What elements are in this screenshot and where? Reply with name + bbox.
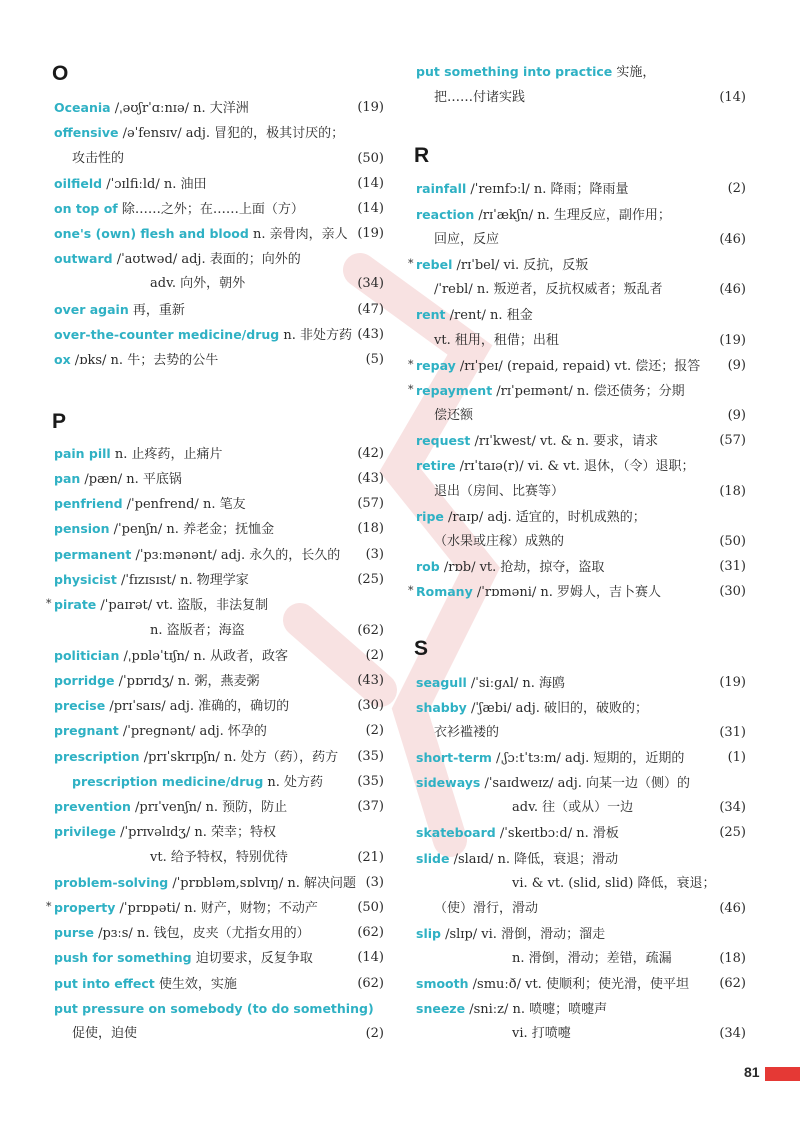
entry-page-ref: (46) xyxy=(719,282,746,297)
entry-definition: 退出（房间、比赛等） xyxy=(434,484,565,499)
entry-page-ref: (62) xyxy=(719,976,746,991)
entry-headword: rainfall xyxy=(416,181,467,196)
entry-headword: outward xyxy=(54,251,113,266)
entry-headword: prescription medicine/drug xyxy=(72,774,264,789)
entry-page-ref: (19) xyxy=(357,100,384,115)
entry-page-ref: (47) xyxy=(357,302,384,317)
index-entry-continuation xyxy=(416,87,746,109)
entry-page-ref: (62) xyxy=(357,925,384,940)
entry-definition: /pæn/ n. 平底锅 xyxy=(80,472,182,487)
entry-definition: /rent/ n. 租金 xyxy=(445,308,533,323)
entry-headword: pregnant xyxy=(54,723,119,738)
index-entry-continuation xyxy=(416,1023,746,1045)
entry-definition: /pɜːs/ n. 钱包，皮夹（尤指女用的） xyxy=(93,926,310,941)
entry-page-ref: (21) xyxy=(357,850,384,865)
section-letter-p: P xyxy=(52,410,67,433)
index-entry xyxy=(54,173,384,195)
entry-page-ref: (14) xyxy=(719,90,746,105)
entry-definition: /raɪp/ adj. 适宜的，时机成熟的； xyxy=(443,510,646,525)
entry-definition: /slɪp/ vi. 滑倒，滑动；溜走 xyxy=(440,927,606,942)
entry-definition: /rɪˈpeɪ/ (repaid, repaid) vt. 偿还；报答 xyxy=(455,359,701,374)
entry-page-ref: (19) xyxy=(357,226,384,241)
entry-headword: sneeze xyxy=(416,1001,466,1016)
index-entry xyxy=(416,697,746,719)
index-entry-continuation xyxy=(54,620,384,642)
index-entry xyxy=(416,973,746,995)
entry-definition: /rɒb/ vt. 抢劫，掠夺，盗取 xyxy=(439,560,605,575)
entry-headword: pan xyxy=(54,471,81,486)
index-entry-continuation xyxy=(416,873,746,895)
entry-definition: n. 盗版者；海盗 xyxy=(150,623,245,638)
index-entry xyxy=(54,97,384,119)
index-entry xyxy=(54,695,384,717)
entry-definition: （使）滑行，滑动 xyxy=(434,901,539,916)
entry-definition: /ˈprɒpəti/ n. 财产，财物；不动产 xyxy=(115,901,318,916)
entry-definition: 再，重新 xyxy=(128,303,185,318)
entry-definition: 除……之外；在……上面（方） xyxy=(117,202,304,217)
index-entry-continuation xyxy=(416,948,746,970)
index-entry-continuation xyxy=(416,722,746,744)
index-entry xyxy=(54,468,384,490)
index-entry xyxy=(416,556,746,578)
page-number-accent-bar xyxy=(765,1067,800,1081)
new-word-marker-icon: * xyxy=(408,584,414,597)
entry-page-ref: (50) xyxy=(357,151,384,166)
entry-page-ref: (43) xyxy=(357,327,384,342)
entry-page-ref: (35) xyxy=(357,749,384,764)
entry-definition: /rɪˈpeɪmənt/ n. 偿还债务；分期 xyxy=(492,384,685,399)
index-entry xyxy=(408,581,746,603)
entry-page-ref: (18) xyxy=(357,521,384,536)
entry-headword: penfriend xyxy=(54,496,123,511)
index-entry xyxy=(46,594,384,616)
entry-headword: porridge xyxy=(54,673,115,688)
entry-page-ref: (57) xyxy=(719,433,746,448)
entry-headword: put pressure on somebody (to do something) xyxy=(54,1001,374,1016)
entry-headword: politician xyxy=(54,648,120,663)
entry-definition: /sniːz/ n. 喷嚏；喷嚏声 xyxy=(465,1002,608,1017)
entry-headword: shabby xyxy=(416,700,467,715)
entry-page-ref: (3) xyxy=(365,547,384,562)
index-entry xyxy=(46,897,384,919)
index-entry xyxy=(54,796,384,818)
section-letter-r: R xyxy=(414,144,430,167)
entry-page-ref: (3) xyxy=(365,875,384,890)
entry-page-ref: (57) xyxy=(357,496,384,511)
index-entry xyxy=(416,772,746,794)
index-entry xyxy=(416,923,746,945)
entry-headword: on top of xyxy=(54,201,118,216)
entry-page-ref: (42) xyxy=(357,446,384,461)
entry-page-ref: (62) xyxy=(357,623,384,638)
new-word-marker-icon: * xyxy=(46,597,52,610)
entry-definition: adv. 向外，朝外 xyxy=(150,276,246,291)
entry-definition: vi. & vt. (slid, slid) 降低，衰退； xyxy=(512,876,716,891)
index-entry xyxy=(54,771,384,793)
entry-definition: /ˈpenfrend/ n. 笔友 xyxy=(122,497,246,512)
index-entry-continuation xyxy=(54,1023,384,1045)
index-entry xyxy=(54,645,384,667)
entry-page-ref: (50) xyxy=(357,900,384,915)
entry-definition: /ˈpɜːmənənt/ adj. 永久的，长久的 xyxy=(131,548,341,563)
entry-headword: push for something xyxy=(54,950,192,965)
index-entry xyxy=(408,254,746,276)
entry-definition: /rɪˈbel/ vi. 反抗，反叛 xyxy=(452,258,589,273)
entry-page-ref: (25) xyxy=(719,825,746,840)
entry-definition: n. 非处方药 xyxy=(279,328,352,343)
index-entry-continuation xyxy=(416,229,746,251)
index-entry-continuation xyxy=(416,405,746,427)
entry-definition: /rɪˈtaɪə(r)/ vi. & vt. 退休，（令）退职； xyxy=(455,459,695,474)
entry-page-ref: (19) xyxy=(719,333,746,348)
entry-definition: /ˈfɪzɪsɪst/ n. 物理学家 xyxy=(116,573,249,588)
entry-definition: adv. 往（或从）一边 xyxy=(512,800,634,815)
index-entry xyxy=(54,198,384,220)
index-entry xyxy=(54,223,384,245)
entry-headword: put into effect xyxy=(54,976,155,991)
entry-headword: precise xyxy=(54,698,106,713)
index-entry xyxy=(54,821,384,843)
entry-definition: /ˈrɒməni/ n. 罗姆人，吉卜赛人 xyxy=(472,585,662,600)
entry-definition: 衣衫褴褛的 xyxy=(434,725,500,740)
entry-page-ref: (30) xyxy=(357,698,384,713)
index-entry-continuation xyxy=(416,481,746,503)
entry-definition: /ˈʃæbi/ adj. 破旧的，破败的； xyxy=(466,701,649,716)
entry-headword: oilfield xyxy=(54,176,103,191)
entry-definition: /ˈpregnənt/ adj. 怀孕的 xyxy=(118,724,267,739)
new-word-marker-icon: * xyxy=(408,257,414,270)
index-entry-continuation xyxy=(416,330,746,352)
entry-page-ref: (46) xyxy=(719,232,746,247)
index-entry xyxy=(416,178,746,200)
entry-page-ref: (14) xyxy=(357,176,384,191)
entry-definition: /slaɪd/ n. 降低，衰退；滑动 xyxy=(449,852,619,867)
index-entry-continuation xyxy=(54,847,384,869)
entry-headword: Oceania xyxy=(54,100,111,115)
new-word-marker-icon: * xyxy=(408,383,414,396)
index-entry xyxy=(54,922,384,944)
index-entry xyxy=(416,747,746,769)
new-word-marker-icon: * xyxy=(408,358,414,371)
index-entry xyxy=(54,998,384,1020)
entry-headword: sideways xyxy=(416,775,481,790)
new-word-marker-icon: * xyxy=(46,900,52,913)
entry-definition: /ˈsaɪdweɪz/ adj. 向某一边（侧）的 xyxy=(480,776,691,791)
index-entry xyxy=(54,122,384,144)
index-entry xyxy=(416,61,746,83)
index-entry-continuation xyxy=(416,279,746,301)
index-entry-continuation xyxy=(416,898,746,920)
entry-page-ref: (18) xyxy=(719,484,746,499)
entry-headword: rent xyxy=(416,307,446,322)
entry-page-ref: (43) xyxy=(357,673,384,688)
entry-page-ref: (34) xyxy=(357,276,384,291)
entry-headword: offensive xyxy=(54,125,119,140)
index-entry xyxy=(416,848,746,870)
entry-headword: repay xyxy=(416,358,456,373)
entry-definition: /ˌʃɔːtˈtɜːm/ adj. 短期的，近期的 xyxy=(491,751,685,766)
entry-headword: seagull xyxy=(416,675,467,690)
entry-page-ref: (5) xyxy=(365,352,384,367)
entry-definition: 攻击性的 xyxy=(72,151,125,166)
entry-definition: /ˈaʊtwəd/ adj. 表面的；向外的 xyxy=(112,252,301,267)
entry-definition: /ˈpɒrɪdʒ/ n. 粥，燕麦粥 xyxy=(114,674,260,689)
entry-definition: /ˌəʊʃrˈɑːnɪə/ n. 大洋洲 xyxy=(110,101,249,116)
index-entry xyxy=(416,304,746,326)
index-entry xyxy=(416,822,746,844)
entry-headword: Romany xyxy=(416,584,473,599)
entry-headword: one's (own) flesh and blood xyxy=(54,226,249,241)
index-entry xyxy=(54,947,384,969)
entry-headword: short-term xyxy=(416,750,492,765)
entry-page-ref: (2) xyxy=(727,181,746,196)
entry-page-ref: (31) xyxy=(719,559,746,574)
index-entry xyxy=(54,248,384,270)
entry-headword: property xyxy=(54,900,116,915)
entry-headword: physicist xyxy=(54,572,117,587)
entry-headword: ox xyxy=(54,352,71,367)
entry-headword: retire xyxy=(416,458,456,473)
section-letter-o: O xyxy=(52,62,69,85)
entry-page-ref: (31) xyxy=(719,725,746,740)
entry-headword: skateboard xyxy=(416,825,496,840)
entry-headword: prescription xyxy=(54,749,140,764)
index-entry xyxy=(408,380,746,402)
entry-definition: /əˈfensɪv/ adj. 冒犯的，极其讨厌的； xyxy=(118,126,345,141)
entry-page-ref: (14) xyxy=(357,201,384,216)
entry-definition: vi. 打喷嚏 xyxy=(512,1026,571,1041)
entry-definition: /ˌpɒləˈtɪʃn/ n. 从政者，政客 xyxy=(119,649,288,664)
index-entry xyxy=(54,493,384,515)
entry-definition: n. 滑倒，滑动；差错，疏漏 xyxy=(512,951,672,966)
index-entry xyxy=(416,672,746,694)
entry-definition: /smuːð/ vt. 使顺利；使光滑，使平坦 xyxy=(468,977,689,992)
entry-definition: /prɪˈskrɪpʃn/ n. 处方（药），药方 xyxy=(139,750,339,765)
entry-definition: 把……付诸实践 xyxy=(434,90,526,105)
entry-definition: 回应，反应 xyxy=(434,232,500,247)
index-entry xyxy=(54,746,384,768)
entry-definition: 促使，迫使 xyxy=(72,1026,138,1041)
entry-page-ref: (2) xyxy=(365,648,384,663)
index-entry xyxy=(416,204,746,226)
entry-page-ref: (34) xyxy=(719,800,746,815)
entry-page-ref: (19) xyxy=(719,675,746,690)
entry-headword: put something into practice xyxy=(416,64,613,79)
index-entry xyxy=(54,670,384,692)
entry-headword: slip xyxy=(416,926,441,941)
entry-definition: n. 止疼药，止痛片 xyxy=(110,447,223,462)
entry-page-ref: (14) xyxy=(357,950,384,965)
entry-page-ref: (62) xyxy=(357,976,384,991)
entry-headword: rebel xyxy=(416,257,453,272)
entry-headword: repayment xyxy=(416,383,493,398)
entry-headword: permanent xyxy=(54,547,132,562)
index-entry-continuation xyxy=(54,273,384,295)
entry-definition: /ˈpaɪrət/ vt. 盗版，非法复制 xyxy=(96,598,269,613)
entry-headword: over-the-counter medicine/drug xyxy=(54,327,280,342)
index-entry xyxy=(416,455,746,477)
entry-page-ref: (18) xyxy=(719,951,746,966)
entry-definition: /ɒks/ n. 牛；去势的公牛 xyxy=(70,353,219,368)
entry-page-ref: (9) xyxy=(727,408,746,423)
index-entry xyxy=(54,443,384,465)
entry-page-ref: (50) xyxy=(719,534,746,549)
entry-headword: purse xyxy=(54,925,94,940)
index-entry xyxy=(54,569,384,591)
index-entry xyxy=(54,973,384,995)
entry-headword: prevention xyxy=(54,799,131,814)
entry-page-ref: (43) xyxy=(357,471,384,486)
entry-definition: 实施， xyxy=(612,65,656,80)
entry-definition: n. 处方药 xyxy=(263,775,324,790)
entry-headword: smooth xyxy=(416,976,469,991)
entry-definition: 偿还额 xyxy=(434,408,474,423)
index-entry xyxy=(54,720,384,742)
entry-definition: vt. 给予特权，特别优待 xyxy=(150,850,288,865)
entry-page-ref: (30) xyxy=(719,584,746,599)
entry-definition: /ˈprɒbləm,sɒlvɪŋ/ n. 解决问题 xyxy=(168,876,356,891)
entry-headword: rob xyxy=(416,559,440,574)
entry-headword: reaction xyxy=(416,207,475,222)
index-entry-continuation xyxy=(416,797,746,819)
index-entry xyxy=(416,506,746,528)
entry-headword: pension xyxy=(54,521,110,536)
entry-definition: n. 亲骨肉，亲人 xyxy=(248,227,348,242)
index-entry xyxy=(54,299,384,321)
entry-definition: /rɪˈkwest/ vt. & n. 要求，请求 xyxy=(470,434,659,449)
entry-definition: /ˈrebl/ n. 叛逆者，反抗权威者；叛乱者 xyxy=(434,282,663,297)
index-entry-continuation xyxy=(416,531,746,553)
entry-headword: request xyxy=(416,433,471,448)
entry-headword: pain pill xyxy=(54,446,111,461)
entry-page-ref: (9) xyxy=(727,358,746,373)
entry-headword: problem-solving xyxy=(54,875,169,890)
entry-page-ref: (2) xyxy=(365,1026,384,1041)
entry-page-ref: (46) xyxy=(719,901,746,916)
entry-definition: （水果或庄稼）成熟的 xyxy=(434,534,565,549)
entry-definition: 迫切要求，反复争取 xyxy=(191,951,313,966)
page-number: 81 xyxy=(744,1064,760,1080)
entry-page-ref: (34) xyxy=(719,1026,746,1041)
entry-definition: vt. 租用，租借；出租 xyxy=(434,333,559,348)
entry-page-ref: (37) xyxy=(357,799,384,814)
section-letter-s: S xyxy=(414,637,429,660)
entry-definition: 使生效，实施 xyxy=(154,977,237,992)
entry-headword: privilege xyxy=(54,824,117,839)
index-entry xyxy=(416,998,746,1020)
index-entry-continuation xyxy=(54,148,384,170)
entry-definition: /ˈprɪvəlɪdʒ/ n. 荣幸；特权 xyxy=(116,825,276,840)
entry-definition: /ˈreɪnfɔːl/ n. 降雨；降雨量 xyxy=(466,182,629,197)
index-entry xyxy=(408,355,746,377)
entry-definition: /rɪˈækʃn/ n. 生理反应，副作用； xyxy=(474,208,671,223)
entry-headword: pirate xyxy=(54,597,97,612)
index-entry xyxy=(416,430,746,452)
entry-page-ref: (25) xyxy=(357,572,384,587)
entry-definition: /prɪˈvenʃn/ n. 预防，防止 xyxy=(130,800,288,815)
entry-definition: /ˈsiːgʌl/ n. 海鸥 xyxy=(466,676,566,691)
entry-page-ref: (1) xyxy=(727,750,746,765)
index-entry xyxy=(54,349,384,371)
entry-definition: /ˈpenʃn/ n. 养老金；抚恤金 xyxy=(109,522,275,537)
entry-definition: /ˈɔɪlfiːld/ n. 油田 xyxy=(102,177,207,192)
index-entry xyxy=(54,872,384,894)
entry-page-ref: (2) xyxy=(365,723,384,738)
entry-definition: /ˈskeɪtbɔːd/ n. 滑板 xyxy=(495,826,619,841)
entry-headword: over again xyxy=(54,302,129,317)
index-entry xyxy=(54,544,384,566)
entry-definition: /prɪˈsaɪs/ adj. 准确的，确切的 xyxy=(105,699,290,714)
index-entry xyxy=(54,518,384,540)
entry-page-ref: (35) xyxy=(357,774,384,789)
index-entry xyxy=(54,324,384,346)
entry-headword: slide xyxy=(416,851,450,866)
entry-headword: ripe xyxy=(416,509,444,524)
